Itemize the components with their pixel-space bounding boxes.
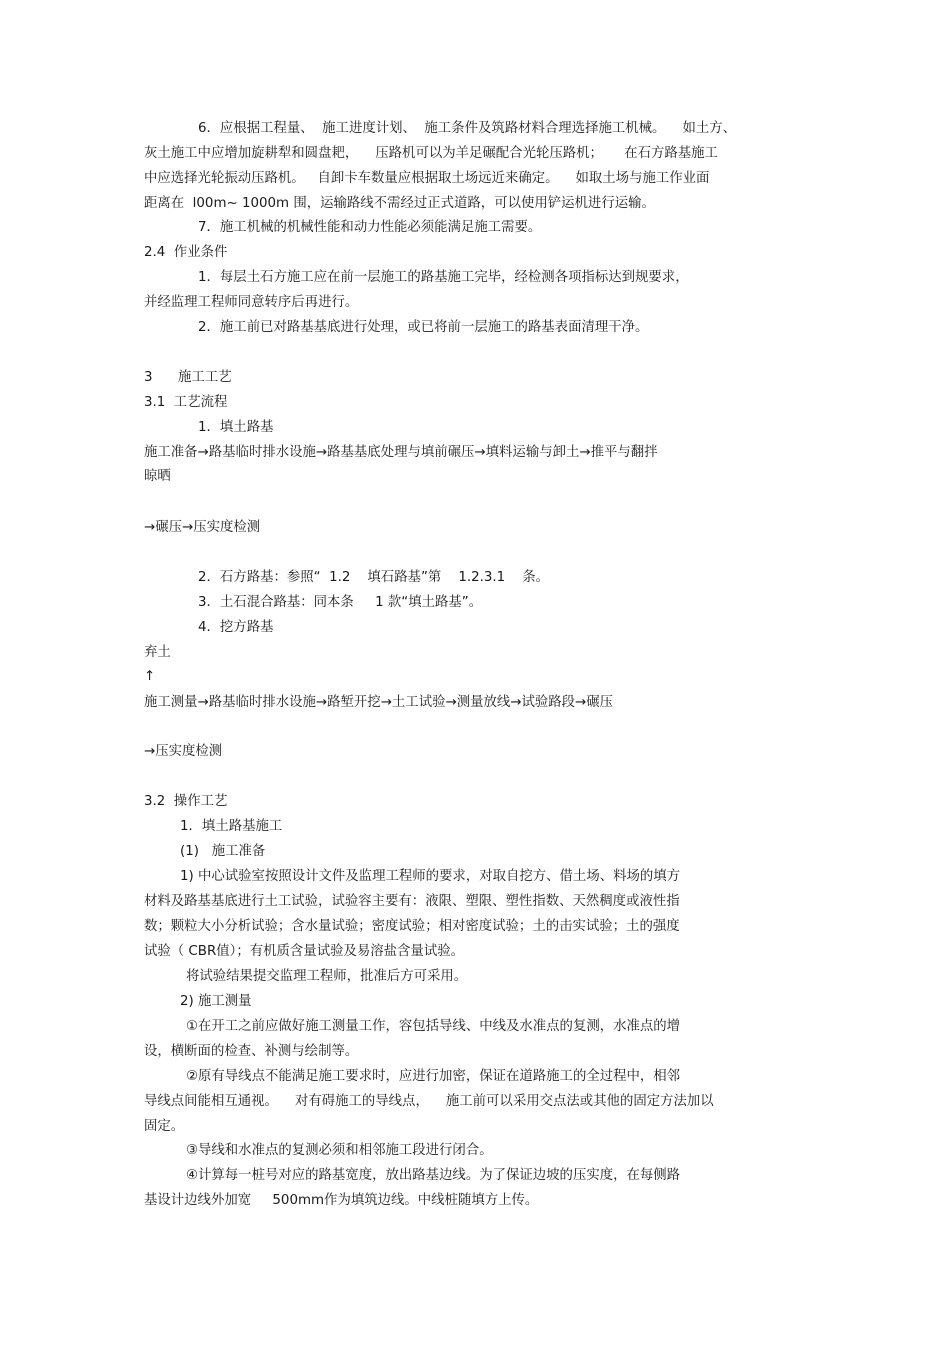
text-line: 并经监理工程师同意转序后再进行。 [144, 295, 359, 310]
text-line: 1．填土路基 [198, 420, 274, 435]
text-line: 2) 施工测量 [180, 994, 252, 1009]
flow-line: 晾晒 [144, 469, 171, 484]
text-line: 灰土施工中应增加旋耕犁和圆盘耙， 压路机可以为羊足碾配合光轮压路机； 在石方路基施工 [144, 146, 718, 161]
text-line: 2．施工前已对路基基底进行处理，或已将前一层施工的路基表面清理干净。 [198, 320, 649, 335]
flow-line: →压实度检测 [144, 744, 223, 759]
section-heading: 3.1 工艺流程 [144, 395, 228, 410]
text-line: 7．施工机械的机械性能和动力性能必须能满足施工需要。 [198, 220, 542, 235]
text-line: ①在开工之前应做好施工测量工作，容包括导线、中线及水准点的复测，水准点的增 [186, 1019, 681, 1034]
text-line: 材料及路基基底进行土工试验，试验容主要有：液限、塑限、塑性指数、天然稠度或液性指 [144, 894, 680, 909]
text-line: 中应选择光轮振动压路机。 自卸卡车数量应根据取土场远近来确定。 如取土场与施工作业面 [144, 171, 710, 186]
text-line: 距离在 l00m~ 1000m 围，运输路线不需经过正式道路，可以使用铲运机进行运输。 [144, 196, 655, 211]
flow-line: 施工测量→路基临时排水设施→路堑开挖→土工试验→测量放线→试验路段→碾压 [144, 695, 614, 710]
text-line: 设，横断面的检查、补测与绘制等。 [144, 1044, 359, 1059]
text-line: 2．石方路基：参照“ 1.2 填石路基”第 1.2.3.1 条。 [198, 570, 549, 585]
text-line: 3．土石混合路基：同本条 1 款“填土路基”。 [198, 595, 483, 610]
text-line: 将试验结果提交监理工程师，批准后方可采用。 [186, 969, 468, 984]
text-line: 基设计边线外加宽 500mm作为填筑边线。中线桩随填方上传。 [144, 1193, 539, 1208]
section-heading: 3.2 操作工艺 [144, 794, 228, 809]
text-line: 试验（ CBR值）；有机质含量试验及易溶盐含量试验。 [144, 944, 464, 959]
up-arrow: ↑ [144, 669, 156, 684]
flow-line: →碾压→压实度检测 [144, 520, 261, 535]
text-line: 数；颗粒大小分析试验；含水量试验；密度试验；相对密度试验；土的击实试验；土的强度 [144, 919, 680, 934]
text-line: 1) 中心试验室按照设计文件及监理工程师的要求，对取自挖方、借土场、料场的填方 [180, 869, 681, 884]
text-line: ③导线和水准点的复测必须和相邻施工段进行闭合。 [186, 1143, 493, 1158]
text-line: 4．挖方路基 [198, 620, 274, 635]
text-line: (1) 施工准备 [180, 844, 266, 859]
flow-line: 施工准备→路基临时排水设施→路基基底处理与填前碾压→填料运输与卸土→推平与翻拌 [144, 445, 658, 460]
text-line: 1．每层土石方施工应在前一层施工的路基施工完毕，经检测各项指标达到规要求， [198, 270, 689, 285]
text-line: ②原有导线点不能满足施工要求时，应进行加密，保证在道路施工的全过程中，相邻 [186, 1069, 681, 1084]
text-line: 6．应根据工程量、 施工进度计划、 施工条件及筑路材料合理选择施工机械。 如土方、 [198, 121, 737, 136]
section-heading: 2.4 作业条件 [144, 245, 228, 260]
text-line: 1．填土路基施工 [180, 819, 283, 834]
flow-line: 弃土 [144, 645, 171, 660]
chapter-heading: 3 施工工艺 [144, 370, 232, 385]
text-line: ④计算每一桩号对应的路基宽度，放出路基边线。为了保证边坡的压实度，在每侧路 [186, 1168, 681, 1183]
text-line: 固定。 [144, 1119, 185, 1134]
text-line: 导线点间能相互通视。 对有碍施工的导线点， 施工前可以采用交点法或其他的固定方法加以 [144, 1094, 714, 1109]
